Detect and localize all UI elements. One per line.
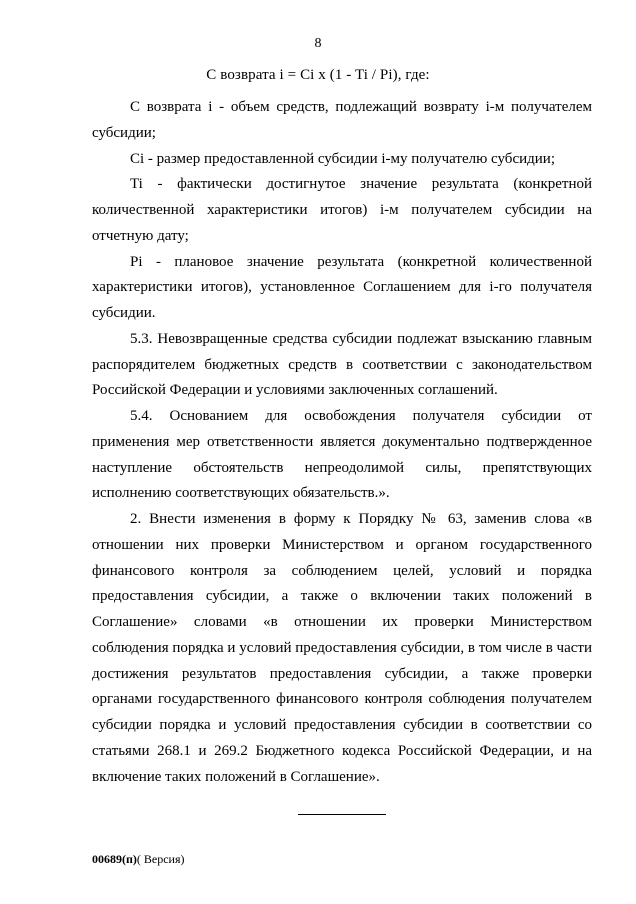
paragraph-ti: Ti - фактически достигнутое значение результата (конкретной количественной характеристики итогов) i-м получателем субсидии на отчетную дату;	[92, 176, 592, 244]
paragraph-2: 2. Внести изменения в форму к Порядку № 63, заменив слова «в отношении них проверки Министерством и органом государственного финансового контроля за соблюдением целей, условий и порядка предоставления субсидии, а также о включении таких положений в Соглашение» словами «в отношении их проверки Министерством соблюдения порядка и условий предоставления субсидии, в том числе в части достижения результатов предоставления субсидии, а также проверки органами государственного финансового контроля соблюдения получателем субсидии порядка и условий предоставления субсидии в соответствии со статьями 268.1 и 269.2 Бюджетного кодекса Российской Федерации, и на включение таких положений в Соглашение».	[92, 511, 592, 785]
footer-doc-code: 00689(п)	[92, 852, 137, 866]
end-divider	[298, 814, 386, 815]
paragraph-5-3: 5.3. Невозвращенные средства субсидии подлежат взысканию главным распорядителем бюджетных средств в соответствии с законодательством Российской Федерации и условиями заключенных соглашений.	[92, 330, 592, 399]
formula-line: С возврата i = Ci x (1 - Ti / Pi), где:	[206, 67, 430, 83]
footer-code	[92, 852, 185, 867]
paragraph-c-return: С возврата i - объем средств, подлежащий возврату i-м получателем субсидии;	[92, 99, 592, 141]
footer-version: ( Версия)	[136, 852, 185, 866]
paragraph-pi: Pi - плановое значение результата (конкретной количественной характеристики итогов), установленное Соглашением для i-го получателя субсидии.	[92, 253, 592, 321]
document-body	[92, 95, 592, 790]
paragraph-5-4: 5.4. Основанием для освобождения получателя субсидии от применения мер ответственности является документально подтвержденное наступление обстоятельств непреодолимой силы, препятствующих исполнению соответствующих обязательств.».	[92, 408, 592, 502]
paragraph-ci: Ci - размер предоставленной субсидии i-му получателю субсидии;	[130, 150, 555, 167]
page-number: 8	[314, 36, 322, 51]
